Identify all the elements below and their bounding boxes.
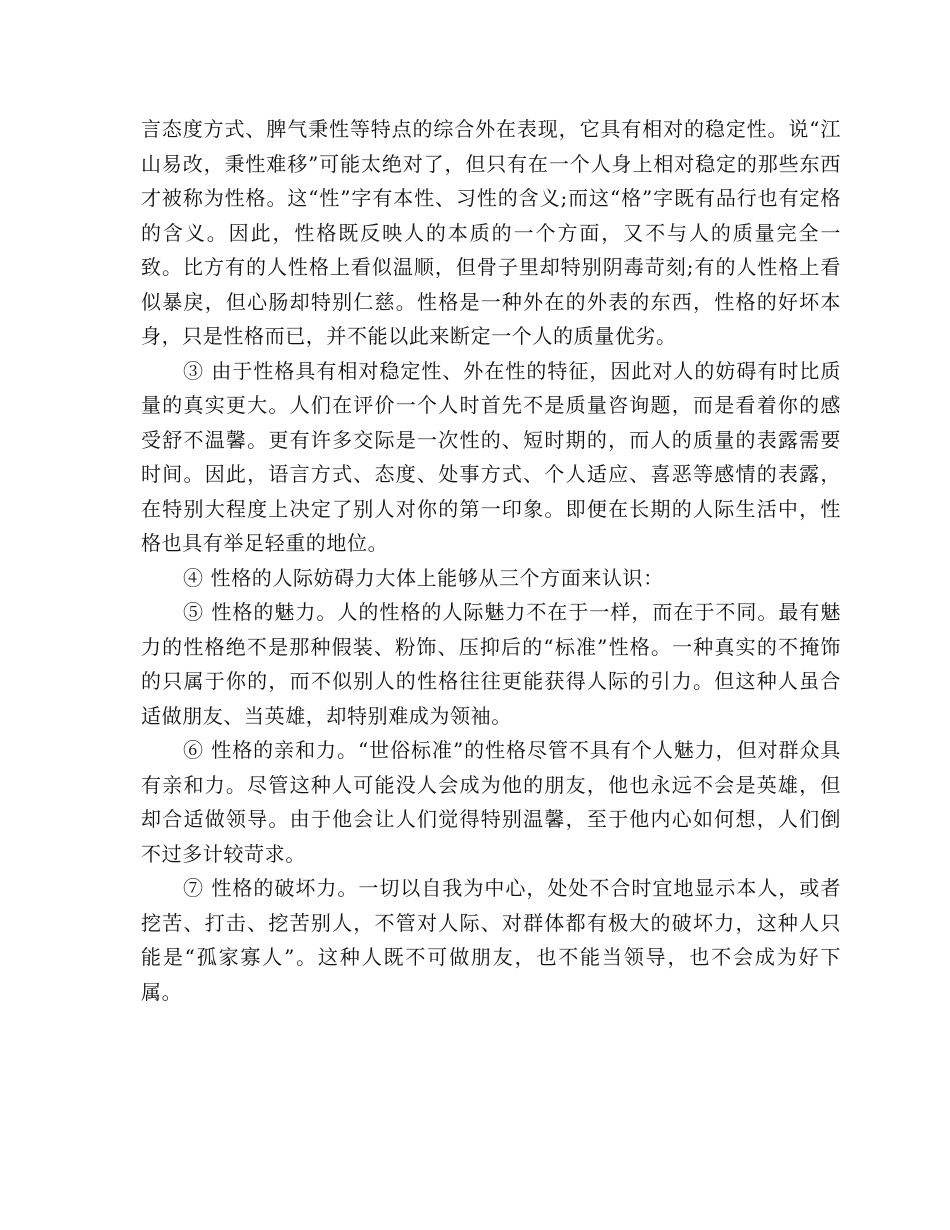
document-body [141, 112, 841, 1009]
paragraph-4: ④ 性格的人际妨碍力大体上能够从三个方面来认识： [183, 565, 664, 590]
paragraph-5: ⑤ 性格的魅力。人的性格的人际魅力不在于一样，而在于不同。最有魅力的性格绝不是那种假装、粉饰、压抑后的“标准”性格。一种真实的不掩饰的只属于你的，而不似别人的性格往往更能获得人际的引力。但这种人虽合适做朋友、当英雄，却特别难成为领袖。 [141, 600, 841, 728]
paragraph-3: ③ 由于性格具有相对稳定性、外在性的特征，因此对人的妨碍有时比质量的真实更大。人们在评价一个人时首先不是质量咨询题，而是看着你的感受舒不温馨。更有许多交际是一次性的、短时期的，而人的质量的表露需要时间。因此，语言方式、态度、处事方式、个人适应、喜恶等感情的表露，在特别大程度上决定了别人对你的第一印象。即便在长期的人际生活中，性格也具有举足轻重的地位。 [141, 358, 841, 555]
paragraph-7: ⑦ 性格的破坏力。一切以自我为中心，处处不合时宜地显示本人，或者挖苦、打击、挖苦别人，不管对人际、对群体都有极大的破坏力，这种人只能是“孤家寡人”。这种人既不可做朋友，也不能当领导，也不会成为好下属。 [141, 876, 841, 1004]
paragraph-1: 言态度方式、脾气秉性等特点的综合外在表现，它具有相对的稳定性。说“江山易改，秉性难移”可能太绝对了，但只有在一个人身上相对稳定的那些东西才被称为性格。这“性”字有本性、习性的含义;而这“格”字既有品行也有定格的含义。因此，性格既反映人的本质的一个方面，又不与人的质量完全一致。比方有的人性格上看似温顺，但骨子里却特别阴毒苛刻;有的人性格上看似暴戾，但心肠却特别仁慈。性格是一种外在的外表的东西，性格的好坏本身，只是性格而已，并不能以此来断定一个人的质量优劣。 [141, 117, 841, 348]
paragraph-6: ⑥ 性格的亲和力。“世俗标准”的性格尽管不具有个人魅力，但对群众具有亲和力。尽管这种人可能没人会成为他的朋友，他也永远不会是英雄，但却合适做领导。由于他会让人们觉得特别温馨，至于他内心如何想，人们倒不过多计较苛求。 [141, 738, 841, 866]
